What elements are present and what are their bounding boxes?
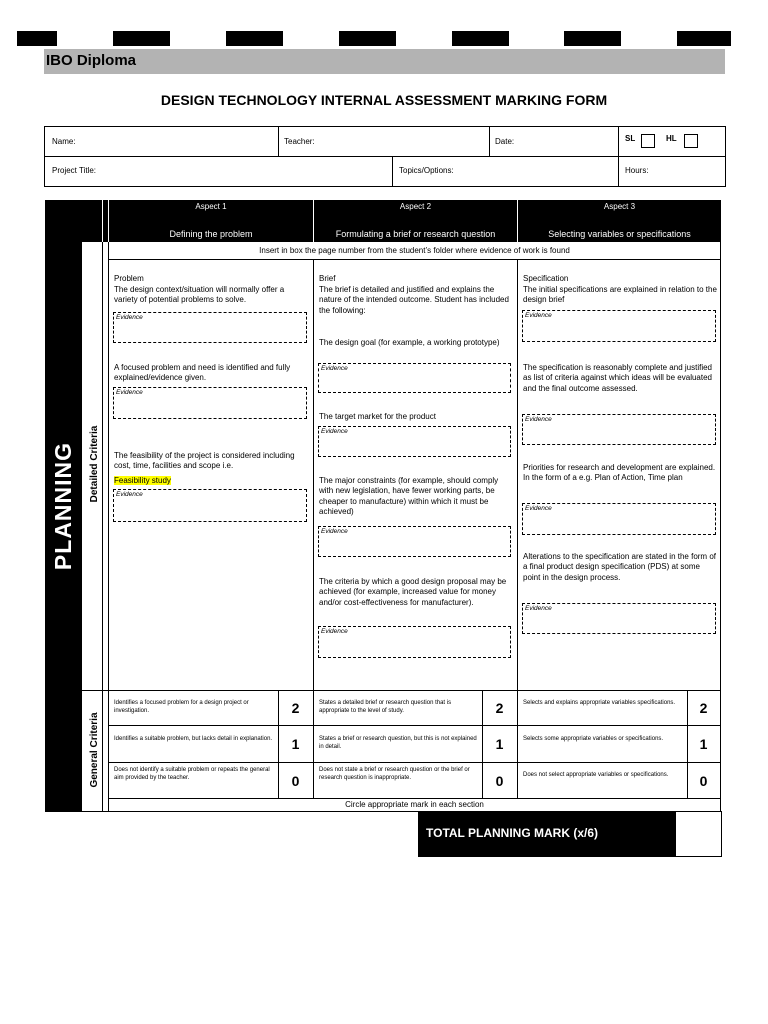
general-criteria-label: General Criteria [89,712,100,788]
criterion-text: Does not state a brief or research question or the brief or research question is inappropriate. [319,767,470,781]
aspect-3-text-2: The specification is reasonably complete and justified as list of criteria against which ideas will be evaluated and the final outcome assessed. [523,363,712,393]
aspect-2-text-3: The target market for the product [319,412,436,421]
project-title-field[interactable]: Project Title: [52,166,97,175]
name-field[interactable]: Name: [52,137,76,146]
aspect-3-text-4: Alterations to the specification are stated in the form of a final product design specification (PDS) at some point in the design process. [523,552,716,582]
mark-option[interactable]: 1 [495,736,504,752]
student-info-table [44,126,726,187]
aspect-3-number: Aspect 3 [603,202,636,211]
criterion-text: Identifies a suitable problem, but lacks detail in explanation. [114,736,273,742]
evidence-box[interactable]: Evidence [318,363,511,393]
evidence-box[interactable]: Evidence [113,489,307,522]
evidence-box[interactable]: Evidence [113,387,307,419]
aspect-3-title: Selecting variables or specifications [548,229,691,239]
total-label: TOTAL PLANNING MARK (x/6) [426,826,599,840]
evidence-box[interactable]: Evidence [318,626,511,658]
evidence-box[interactable]: Evidence [522,310,716,342]
evidence-box[interactable]: Evidence [318,426,511,457]
evidence-box[interactable]: Evidence [113,312,307,343]
topics-field[interactable]: Topics/Options: [399,166,454,175]
form-title: DESIGN TECHNOLOGY INTERNAL ASSESSMENT MARKING FORM [160,92,608,108]
top-bar-segment [452,31,509,46]
top-bar-segment [339,31,396,46]
evidence-box[interactable]: Evidence [522,414,716,445]
criterion-text: Does not select appropriate variables or specifications. [523,772,669,778]
hl-label: HL [666,134,677,143]
mark-option[interactable]: 2 [699,700,708,716]
aspect-2-text-1: The brief is detailed and justified and explains the nature of the intended outcome. Student has included the following: [319,285,509,315]
teacher-field[interactable]: Teacher: [284,137,315,146]
date-field[interactable]: Date: [495,137,515,146]
evidence-box[interactable]: Evidence [522,503,716,535]
criterion-text: Identifies a focused problem for a design project or investigation. [114,700,249,714]
circle-mark-note: Circle appropriate mark in each section [345,800,484,809]
program-band [44,49,725,74]
hl-checkbox[interactable] [684,134,698,148]
mark-option[interactable]: 1 [699,736,708,752]
mark-option[interactable]: 0 [495,773,504,789]
criterion-text: Does not identify a suitable problem or repeats the general aim provided by the teacher. [114,767,270,781]
aspect-2-text-5: The criteria by which a good design proposal may be achieved (for example, increased value for money and/or cost-effectiveness for manufacturer). [319,577,507,607]
aspect-1-text-1: The design context/situation will normally offer a variety of potential problems to solve. [114,285,285,305]
aspect-3-text-1: The initial specifications are explained in relation to the design brief [523,285,717,305]
mark-option[interactable]: 0 [291,773,300,789]
criterion-text: Selects and explains appropriate variables specifications. [523,700,676,706]
top-bar-segment [113,31,170,46]
total-score-box[interactable] [675,811,722,857]
top-bar-segment [677,31,731,46]
aspect-1-heading: Problem [114,274,144,283]
aspect-1-number: Aspect 1 [195,202,227,211]
section-name: PLANNING [50,441,76,571]
criterion-text: States a detailed brief or research question that is appropriate to the level of study. [319,700,452,714]
program-name: IBO Diploma [46,52,137,69]
detailed-criteria-label: Detailed Criteria [89,425,100,503]
aspect-1-text-3: The feasibility of the project is considered including cost, time, facilities and scope i.e. [114,451,295,471]
aspect-1-title: Defining the problem [169,229,253,239]
sl-checkbox[interactable] [641,134,655,148]
hours-field[interactable]: Hours: [625,166,649,175]
top-bar-segment [564,31,621,46]
aspect-2-number: Aspect 2 [399,202,432,211]
evidence-box[interactable]: Evidence [318,526,511,557]
aspect-3-text-3: Priorities for research and development are explained. In the form of a e.g. Plan of Action, Time plan [523,463,716,483]
instruction-note: Insert in box the page number from the student’s folder where evidence of work is found [259,246,570,255]
mark-option[interactable]: 2 [495,700,504,716]
aspect-2-heading: Brief [319,274,336,283]
top-bar-segment [226,31,283,46]
sl-label: SL [625,134,636,143]
mark-option[interactable]: 0 [699,773,708,789]
aspect-2-title: Formulating a brief or research question [335,229,496,239]
top-bar-segment [17,31,57,46]
aspect-1-text-2: A focused problem and need is identified and fully explained/evidence given. [114,363,291,383]
evidence-box[interactable]: Evidence [522,603,716,634]
feasibility-study-highlight: Feasibility study [114,476,171,485]
aspect-3-heading: Specification [523,274,569,283]
criterion-text: States a brief or research question, but this is not explained in detail. [319,736,477,750]
criterion-text: Selects some appropriate variables or specifications. [523,736,664,742]
mark-option[interactable]: 2 [291,700,300,716]
mark-option[interactable]: 1 [291,736,300,752]
aspect-2-text-2: The design goal (for example, a working prototype) [319,338,500,347]
aspect-2-text-4: The major constraints (for example, should comply with new legislation, have fewer working parts, be cheaper to manufacture) within which it must be achieved) [319,476,499,516]
